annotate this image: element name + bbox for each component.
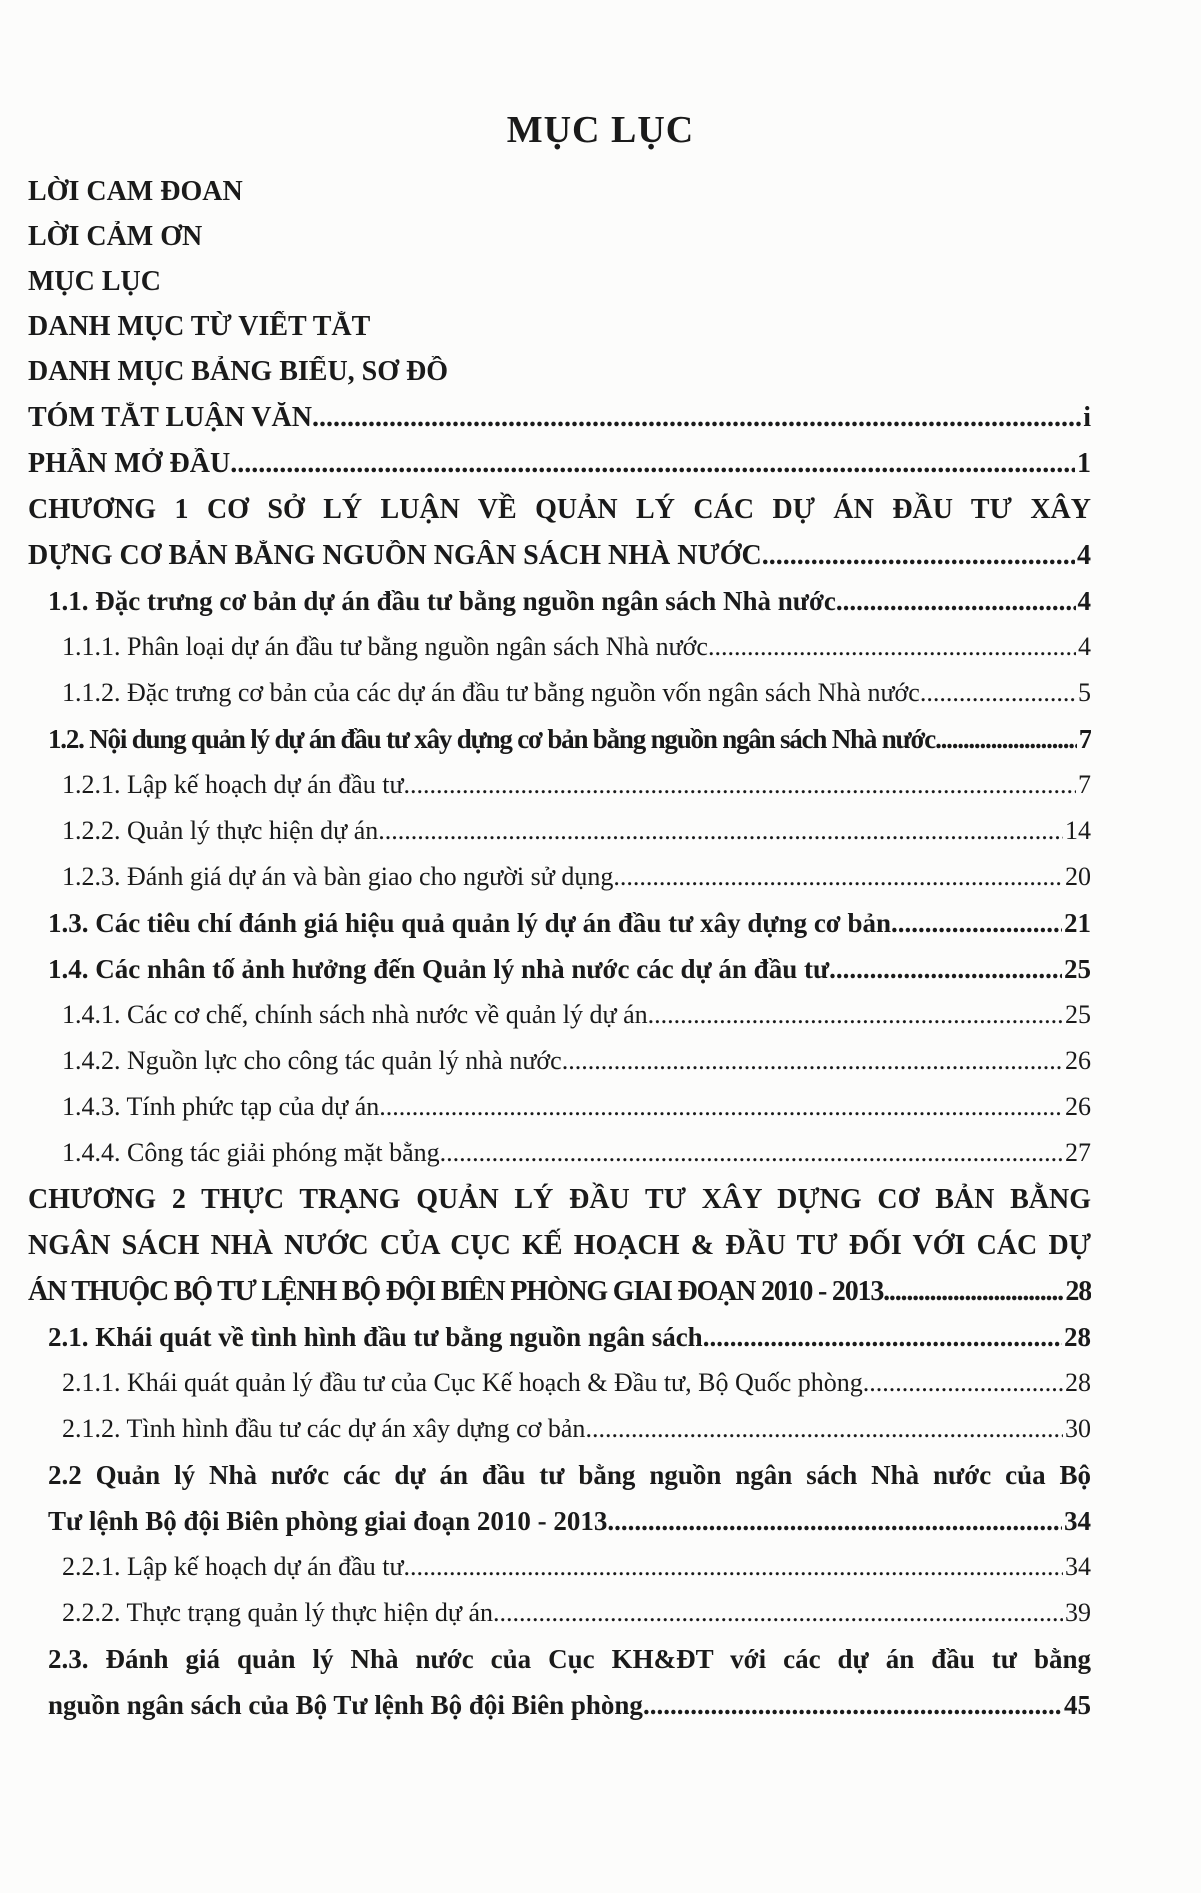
- toc-item-loi-cam-doan: LỜI CAM ĐOAN: [28, 176, 243, 207]
- toc-subsection-1-2-1: 1.2.1. Lập kế hoạch dự án đầu tư ..... 7: [62, 770, 1091, 800]
- toc-section-2-1: 2.1. Khái quát về tình hình đầu tư bằng nguồn ngân sách ..... 28: [48, 1322, 1091, 1353]
- toc-item-muc-luc: MỤC LỤC: [28, 266, 161, 297]
- toc-chapter-2-line3: ÁN THUỘC BỘ TƯ LỆNH BỘ ĐỘI BIÊN PHÒNG GIAI ĐOẠN 2010 - 2013 ..... 28: [28, 1276, 1091, 1308]
- toc-chapter-1-line1: CHƯƠNG 1 CƠ SỞ LÝ LUẬN VỀ QUẢN LÝ CÁC DỰ ÁN ĐẦU TƯ XÂY: [28, 494, 1091, 525]
- toc-item-phan-mo-dau: PHẦN MỞ ĐẦU ..... 1: [28, 448, 1091, 480]
- toc-chapter-1-line2: DỰNG CƠ BẢN BẰNG NGUỒN NGÂN SÁCH NHÀ NƯỚC ..... 4: [28, 540, 1091, 572]
- toc-item-loi-cam-on: LỜI CẢM ƠN: [28, 221, 203, 252]
- toc-section-1-3: 1.3. Các tiêu chí đánh giá hiệu quả quản lý dự án đầu tư xây dựng cơ bản ..... 21: [48, 908, 1091, 939]
- toc-subsection-1-2-3: 1.2.3. Đánh giá dự án và bàn giao cho người sử dụng ..... 20: [62, 862, 1091, 892]
- toc-subsection-2-2-2: 2.2.2. Thực trạng quản lý thực hiện dự án ..... 39: [62, 1598, 1091, 1628]
- toc-subsection-2-2-1: 2.2.1. Lập kế hoạch dự án đầu tư ..... 34: [62, 1552, 1091, 1582]
- toc-section-2-2-line2: Tư lệnh Bộ đội Biên phòng giai đoạn 2010 - 2013 ..... 34: [48, 1506, 1091, 1537]
- toc-subsection-1-4-3: 1.4.3. Tính phức tạp của dự án ..... 26: [62, 1092, 1091, 1122]
- toc-subsection-2-1-1: 2.1.1. Khái quát quản lý đầu tư của Cục Kế hoạch & Đầu tư, Bộ Quốc phòng ..... 28: [62, 1368, 1091, 1398]
- toc-subsection-1-1-2: 1.1.2. Đặc trưng cơ bản của các dự án đầu tư bằng nguồn vốn ngân sách Nhà nước ..... 5: [62, 678, 1091, 708]
- toc-chapter-2-line2: NGÂN SÁCH NHÀ NƯỚC CỦA CỤC KẾ HOẠCH & ĐẦU TƯ ĐỐI VỚI CÁC DỰ: [28, 1230, 1091, 1261]
- toc-chapter-2-line1: CHƯƠNG 2 THỰC TRẠNG QUẢN LÝ ĐẦU TƯ XÂY DỰNG CƠ BẢN BẰNG: [28, 1184, 1091, 1215]
- toc-item-danh-muc-tu-viet-tat: DANH MỤC TỪ VIẾT TẮT: [28, 311, 371, 342]
- toc-section-2-3-line1: 2.3. Đánh giá quản lý Nhà nước của Cục KH&ĐT với các dự án đầu tư bằng: [48, 1644, 1091, 1674]
- toc-subsection-1-1-1: 1.1.1. Phân loại dự án đầu tư bằng nguồn ngân sách Nhà nước ..... 4: [62, 632, 1091, 662]
- toc-subsection-1-4-1: 1.4.1. Các cơ chế, chính sách nhà nước về quản lý dự án ..... 25: [62, 1000, 1091, 1030]
- toc-item-tom-tat: TÓM TẮT LUẬN VĂN ..... i: [28, 402, 1091, 434]
- toc-item-danh-muc-bang-bieu: DANH MỤC BẢNG BIỂU, SƠ ĐỒ: [28, 356, 449, 387]
- toc-subsection-1-4-2: 1.4.2. Nguồn lực cho công tác quản lý nhà nước ..... 26: [62, 1046, 1091, 1076]
- toc-subsection-2-1-2: 2.1.2. Tình hình đầu tư các dự án xây dựng cơ bản ..... 30: [62, 1414, 1091, 1444]
- toc-section-2-3-line2: nguồn ngân sách của Bộ Tư lệnh Bộ đội Biên phòng ..... 45: [48, 1690, 1091, 1721]
- toc-section-1-4: 1.4. Các nhân tố ảnh hưởng đến Quản lý nhà nước các dự án đầu tư ..... 25: [48, 954, 1091, 985]
- toc-section-1-2: 1.2. Nội dung quản lý dự án đầu tư xây dựng cơ bản bằng nguồn ngân sách Nhà nước ..... 7: [48, 724, 1091, 755]
- toc-subsection-1-4-4: 1.4.4. Công tác giải phóng mặt bằng ..... 27: [62, 1138, 1091, 1168]
- toc-subsection-1-2-2: 1.2.2. Quản lý thực hiện dự án ..... 14: [62, 816, 1091, 846]
- toc-section-2-2-line1: 2.2 Quản lý Nhà nước các dự án đầu tư bằng nguồn ngân sách Nhà nước của Bộ: [48, 1460, 1091, 1490]
- toc-section-1-1: 1.1. Đặc trưng cơ bản dự án đầu tư bằng nguồn ngân sách Nhà nước ..... 4: [48, 586, 1091, 617]
- page-title: MỤC LỤC: [506, 109, 695, 151]
